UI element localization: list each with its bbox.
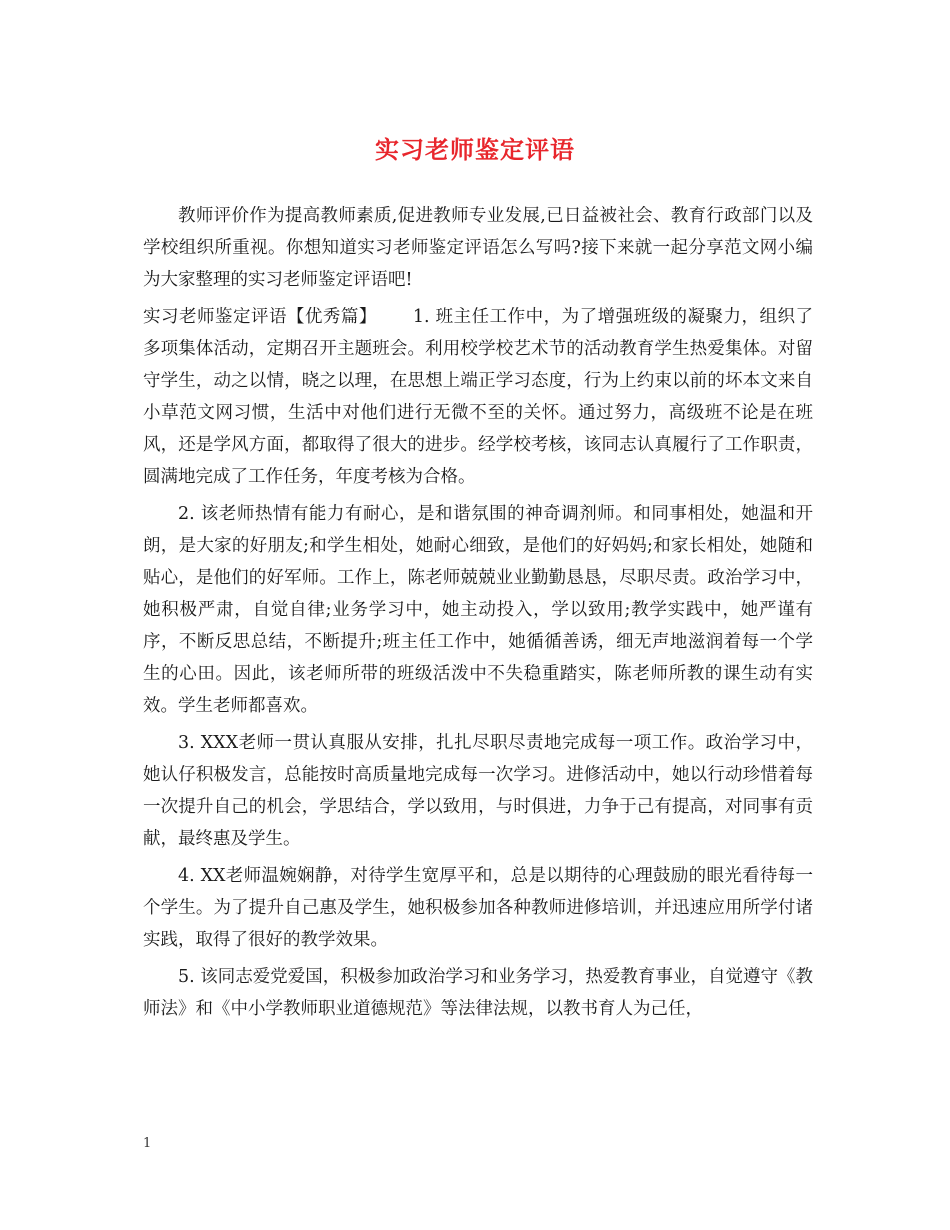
section-heading: 实习老师鉴定评语【优秀篇】	[143, 307, 377, 327]
intro-paragraph: 教师评价作为提高教师素质,促进教师专业发展,已日益被社会、教育行政部门以及学校组织所重视。你想知道实习老师鉴定评语怎么写吗?接下来就一起分享范文网小编为大家整理的实习老师鉴定评语吧!	[143, 206, 813, 290]
item-3: 3. XXX老师一贯认真服从安排，扎扎尽职尽责地完成每一项工作。政治学习中，她认仔积极发言，总能按时高质量地完成每一次学习。进修活动中，她以行动珍惜着每一次提升自己的机会，学思结合，学以致用，与时俱进，力争于己有提高，对同事有贡献，最终惠及学生。	[143, 733, 813, 849]
document-title: 实习老师鉴定评语	[375, 136, 575, 164]
document-body	[143, 200, 813, 1030]
item-4: 4. XX老师温婉娴静，对待学生宽厚平和，总是以期待的心理鼓励的眼光看待每一个学生。为了提升自己惠及学生，她积极参加各种教师进修培训，并迅速应用所学付诸实践，取得了很好的教学效果。	[143, 866, 813, 950]
item-2: 2. 该老师热情有能力有耐心，是和谐氛围的神奇调剂师。和同事相处，她温和开朗，是大家的好朋友;和学生相处，她耐心细致，是他们的好妈妈;和家长相处，她随和贴心，是他们的好军师。工作上，陈老师兢兢业业勤勤恳恳，尽职尽责。政治学习中，她积极严肃，自觉自律;业务学习中，她主动投入，学以致用;教学实践中，她严谨有序，不断反思总结，不断提升;班主任工作中，她循循善诱，细无声地滋润着每一个学生的心田。因此，该老师所带的班级活泼中不失稳重踏实，陈老师所教的课生动有实效。学生老师都喜欢。	[143, 504, 813, 716]
page-number: 1	[143, 1136, 152, 1151]
item-5: 5. 该同志爱党爱国，积极参加政治学习和业务学习，热爱教育事业，自觉遵守《教师法》和《中小学教师职业道德规范》等法律法规，以教书育人为己任，	[143, 967, 813, 1019]
section-paragraph	[143, 301, 813, 493]
item-1: 1. 班主任工作中，为了增强班级的凝聚力，组织了多项集体活动，定期召开主题班会。利用校学校艺术节的活动教育学生热爱集体。对留守学生，动之以情，晓之以理，在思想上端正学习态度，行为上约束以前的坏本文来自小草范文网习惯，生活中对他们进行无微不至的关怀。通过努力，高级班不论是在班风，还是学风方面，都取得了很大的进步。经学校考核，该同志认真履行了工作职责，圆满地完成了工作任务，年度考核为合格。	[143, 307, 814, 487]
